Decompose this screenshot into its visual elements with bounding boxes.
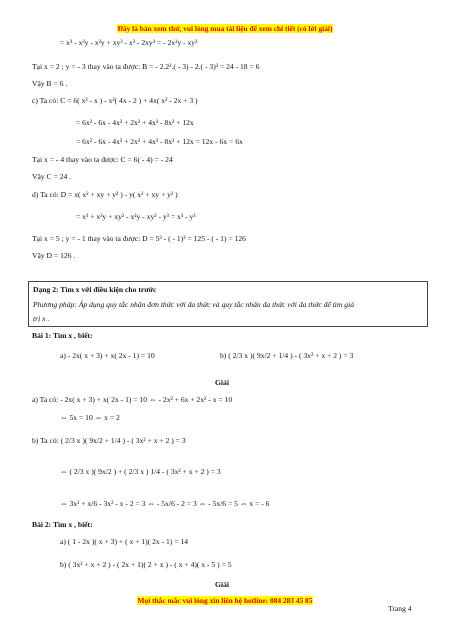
text-line: Tại x = - 4 thay vào ta được: C = 6( - 4) = - 24 — [32, 155, 173, 164]
text-line: Vậy D = 126 . — [32, 251, 76, 260]
text-line: b) ( 2/3 x )( 9x/2 + 1/4 ) - ( 3x² + x + 2 ) = 3 — [220, 351, 354, 360]
text-line: a) Ta có: - 2x( x + 3) + x( 2x - 1) = 10 ⇔ - 2x² + 6x + 2x² - x = 10 — [32, 395, 233, 404]
text-line: Tại x = 2 ; y = - 3 thay vào ta được: B = - 2.2².( - 3) - 2.( - 3)³ = 24 - 18 = 6 — [32, 62, 260, 71]
page-number: Trang 4 — [388, 604, 412, 613]
text-line: = 6x² - 6x - 4x³ + 2x² + 4x³ - 8x² + 12x = 12x - 6x = 6x — [76, 137, 243, 146]
text-line: b) Ta có: ( 2/3 x )( 9x/2 + 1/4 ) - ( 3x² + x + 2 ) = 3 — [32, 436, 186, 445]
text-line: d) Ta có: D = x( x² + xy + y² ) - y( x² + xy + y² ) — [32, 190, 178, 199]
text-line: ⇔ ( 2/3 x )( 9x/2 ) + ( 2/3 x ) 1/4 - ( 3x² + x + 2 ) = 3 — [60, 467, 221, 476]
method-box-text-cont: trị x . — [33, 314, 50, 323]
text-line: Giải — [215, 378, 229, 387]
method-box-text: Phương pháp: Áp dụng quy tắc nhân đơn thức với đa thức và quy tắc nhân đa thức với đa thức để tìm giá — [33, 300, 354, 309]
text-line: c) Ta có: C = 6( x² - x ) - x²( 4x - 2 ) + 4x( x² - 2x + 3 ) — [32, 96, 198, 105]
method-box-title: Dạng 2: Tìm x với điều kiện cho trước — [33, 285, 157, 294]
text-line: Vậy B = 6 . — [32, 79, 68, 88]
text-line: Bài 1: Tìm x , biết: — [32, 331, 93, 340]
text-line: b) ( 3x² + x + 2 ) - ( 2x + 1)( 2 + x ) - ( x + 4)( x - 5 ) = 5 — [60, 560, 232, 569]
text-line: = 6x² - 6x - 4x³ + 2x² + 4x³ - 8x² + 12x — [76, 118, 194, 127]
text-line: Vậy C = 24 . — [32, 172, 72, 181]
page-header: Đây là bản xem thử, vui lòng mua tài liệu để xem chi tiết (có lời giải) — [117, 24, 333, 33]
method-box — [28, 281, 428, 327]
text-line: a) - 2x( x + 3) + x( 2x - 1) = 10 — [60, 351, 155, 360]
text-line: Giải — [215, 580, 229, 589]
text-line: ⇔ 3x² + x/6 - 3x² - x - 2 = 3 ⇔ - 5x/6 - 2 = 3 ⇔ - 5x/6 = 5 ⇔ x = - 6 — [60, 499, 270, 508]
text-line: = x³ - x³y - x²y + xy³ - x³ - 2xy³ = - 2x²y - xy³ — [60, 38, 198, 47]
text-line: a) ( 1 - 2x )( x + 3) + ( x + 1)( 2x - 1) = 14 — [60, 537, 189, 546]
text-line: Bài 2: Tìm x , biết: — [32, 520, 93, 529]
page-footer: Mọi thắc mắc vui lòng xin liên hệ hotline: 084 283 45 85 — [137, 596, 313, 605]
text-line: Tại x = 5 ; y = - 1 thay vào ta được: D = 5³ - ( - 1)³ = 125 - ( - 1) = 126 — [32, 234, 246, 243]
text-line: ⇔ 5x = 10 ⇔ x = 2 — [60, 413, 120, 422]
text-line: = x³ + x²y + xy² - x²y - xy² - y³ = x³ - y³ — [76, 212, 196, 221]
